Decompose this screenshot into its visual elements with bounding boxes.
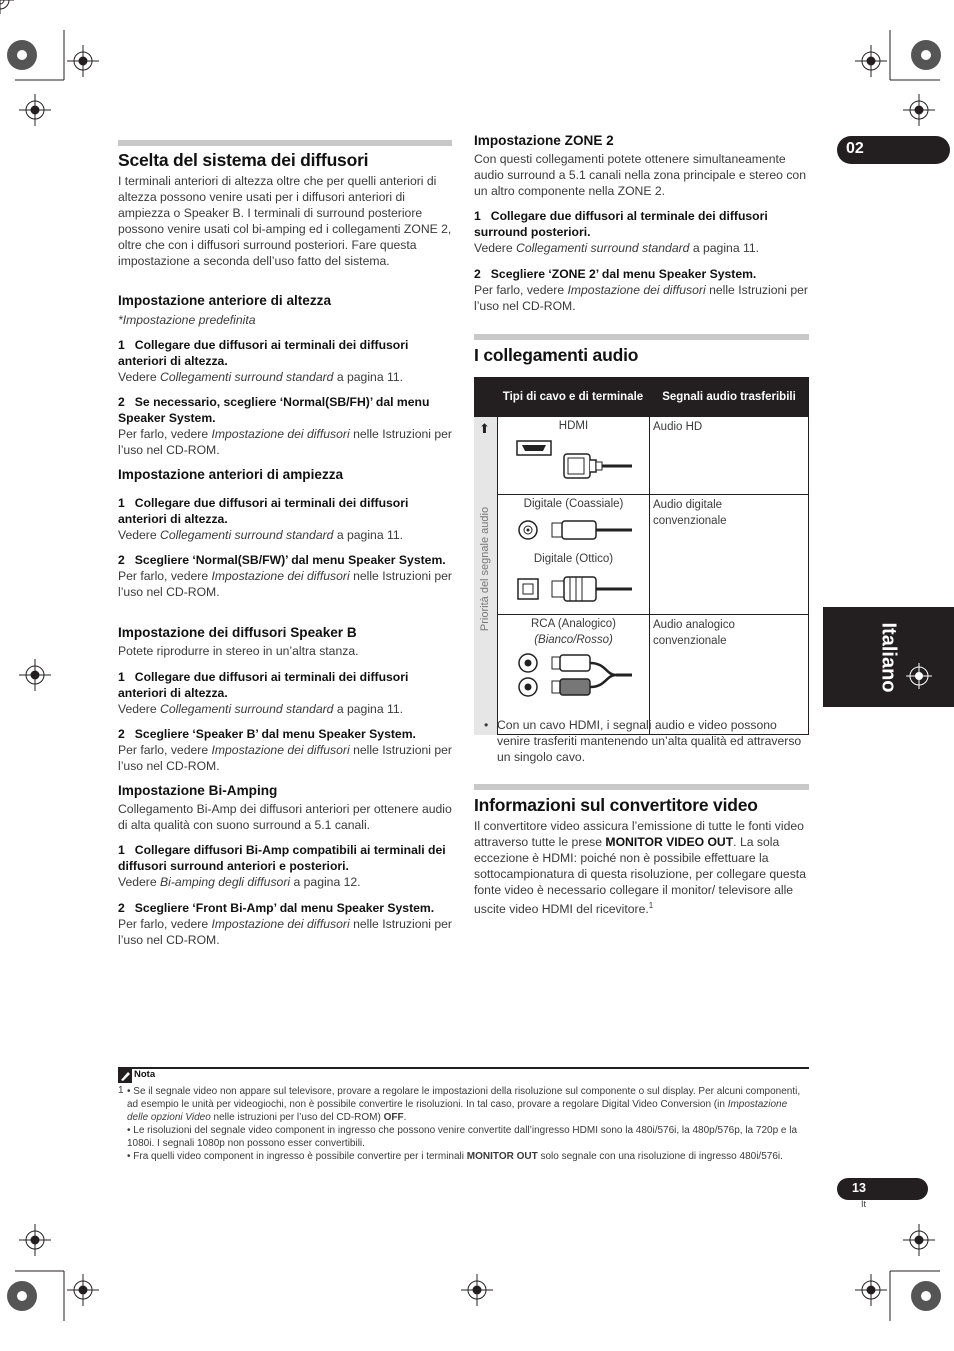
- default-note: *Impostazione predefinita: [118, 313, 256, 327]
- cable-type: Digitale (Ottico): [533, 553, 614, 565]
- audio-connections-table: [474, 377, 809, 735]
- priority-label: Priorità del segnale audio: [479, 506, 491, 632]
- step-reference: Vedere Collegamenti surround standard a pagina 11.: [474, 241, 760, 255]
- table-cell: [649, 416, 809, 495]
- step-reference: Per farlo, vedere Impostazione dei diffusori nelle Istruzioni per l’uso nel CD-ROM.: [118, 427, 452, 457]
- subsection-title: Impostazione anteriore di altezza: [118, 293, 332, 308]
- section-bar: [474, 784, 809, 790]
- subsection-title: Impostazione ZONE 2: [474, 133, 614, 148]
- section-title: I collegamenti audio: [474, 345, 639, 365]
- page-number-badge: [837, 1178, 928, 1200]
- footnote-item: • Fra quelli video component in ingresso è possibile convertire per i terminali MONITOR OUT solo segnale con una risoluzione di ingresso 480i/576i.: [127, 1151, 783, 1162]
- step-reference: Per farlo, vedere Impostazione dei diffusori nelle Istruzioni per l’uso nel CD-ROM.: [118, 743, 452, 773]
- audio-signal: Audio analogico convenzionale: [653, 619, 735, 647]
- section-bar: [118, 140, 452, 146]
- hdmi-cable-icon: [516, 437, 636, 482]
- rca-cable-icon: [516, 651, 636, 701]
- footnote-item: • Se il segnale video non appare sul televisore, provare a regolare le impostazioni della risoluzione sul componente o sul display. Per alcuni componenti, ad esempio le unità per videogiochi, non è possibile convertire le risoluzioni. In tal caso, provare a regolare Digital Video Conversion (in Impostazione delle opzioni Video nelle istruzioni per l’uso del CD-ROM) OFF.: [127, 1086, 801, 1123]
- step: 2 Scegliere ‘Front Bi-Amp’ dal menu Speaker System.: [118, 901, 435, 915]
- language-tab-label: Italiano: [877, 621, 900, 693]
- coaxial-cable-icon: [516, 517, 636, 543]
- priority-side-bar: [474, 417, 497, 735]
- bullet-text: Con un cavo HDMI, i segnali audio e video possono venire trasferiti mantenendo un’alta qualità ed attraverso un singolo cavo.: [497, 718, 802, 764]
- column-header-cable-type: Tipi di cavo e di terminale: [502, 390, 644, 403]
- audio-signal: Audio HD: [653, 421, 703, 433]
- chapter-number: 02: [846, 140, 864, 157]
- page-language: It: [861, 1199, 867, 1209]
- section-bar: [474, 334, 809, 340]
- audio-signal: Audio digitale convenzionale: [653, 499, 727, 527]
- step-reference: Vedere Bi-amping degli diffusori a pagina 12.: [118, 875, 361, 889]
- step-reference: Vedere Collegamenti surround standard a pagina 11.: [118, 528, 404, 542]
- step: 2 Scegliere ‘Normal(SB/FW)’ dal menu Speaker System.: [118, 553, 446, 567]
- crosshair-icon: [905, 662, 933, 690]
- step: 2 Scegliere ‘Speaker B’ dal menu Speaker System.: [118, 727, 416, 741]
- step-reference: Per farlo, vedere Impostazione dei diffusori nelle Istruzioni per l’uso nel CD-ROM.: [474, 283, 808, 313]
- section-body: Il convertitore video assicura l’emissione di tutte le fonti video attraverso tutte le prese MONITOR VIDEO OUT. La sola eccezione è HDMI: poiché non è possibile effettuare la sottocampionatura di questa risoluzione, per collegare questa fonte video è necessario collegare il monitor/ televisore alle uscite video HDMI del ricevitore.$^1$: [474, 819, 806, 917]
- step: 2 Se necessario, scegliere ‘Normal(SB/FH)’ dal menu Speaker System.: [118, 395, 430, 425]
- subsection-body: [118, 495, 452, 600]
- footnote-number: 1: [118, 1085, 124, 1096]
- subsection-intro: Potete riprodurre in stereo in un’altra stanza.: [118, 644, 359, 658]
- chapter-tab: [837, 136, 950, 164]
- subsection-body: [118, 643, 452, 774]
- step-reference: Vedere Collegamenti surround standard a pagina 11.: [118, 370, 404, 384]
- up-arrow-icon: ⬆: [479, 421, 490, 436]
- step: 2 Scegliere ‘ZONE 2’ dal menu Speaker System.: [474, 267, 757, 281]
- step: 1 Collegare due diffusori ai terminali dei diffusori anteriori di altezza.: [118, 496, 409, 526]
- subsection-title: Impostazione anteriori di ampiezza: [118, 467, 344, 482]
- subsection-title: Impostazione dei diffusori Speaker B: [118, 625, 357, 640]
- bullet-note: • Con un cavo HDMI, i segnali audio e video possono venire trasferiti mantenendo un’alta qualità ed attraverso un singolo cavo.: [484, 717, 809, 765]
- section-title: Scelta del sistema dei diffusori: [118, 150, 369, 170]
- note-label: Nota: [134, 1069, 156, 1080]
- step-reference: Per farlo, vedere Impostazione dei diffusori nelle Istruzioni per l’uso nel CD-ROM.: [118, 917, 452, 947]
- cable-type: RCA (Analogico): [530, 618, 616, 630]
- cable-type: Digitale (Coassiale): [523, 498, 624, 510]
- subsection-body: [474, 151, 809, 314]
- column-header-audio-signals: Segnali audio trasferibili: [662, 391, 796, 403]
- optical-cable-icon: [516, 573, 636, 605]
- footnote-item: • Le risoluzioni del segnale video component in ingresso che possono venire convertite dall’ingresso HDMI sono la 480i/576i, la 480p/576p, la 720p e la 1080i. I segnali 1080p non possono esser convertibili.: [127, 1125, 798, 1149]
- step: 1 Collegare diffusori Bi-Amp compatibili ai terminali dei diffusori surround anteriori e posteriori.: [118, 843, 446, 873]
- subsection-intro: Con questi collegamenti potete ottenere simultaneamente audio surround a 5.1 canali nella zona principale e stereo con un altro componente nella ZONE 2.: [474, 152, 806, 198]
- table-header: [474, 377, 809, 417]
- subsection-body: [118, 312, 452, 458]
- cable-color-note: (Bianco/Rosso): [534, 634, 613, 646]
- section-intro: I terminali anteriori di altezza oltre che per quelli anteriori di altezza possono venire usati per i diffusori anteriori di ampiezza o Speaker B. I terminali di surround posteriore possono venire usati col bi-amping ed i collegamenti ZONE 2, oltre che con i diffusori surround posteriori. Fare questa impostazione a seconda dell’uso fatto del sistema.: [118, 174, 452, 268]
- footnote-rule: [118, 1067, 809, 1069]
- table-cell: [497, 494, 650, 615]
- step: 1 Collegare due diffusori ai terminali dei diffusori anteriori di altezza.: [118, 670, 409, 700]
- step-reference: Per farlo, vedere Impostazione dei diffusori nelle Istruzioni per l’uso nel CD-ROM.: [118, 569, 452, 599]
- table-cell: [497, 416, 650, 495]
- footnote-text: [127, 1085, 809, 1163]
- step: 1 Collegare due diffusori al terminale dei diffusori surround posteriori.: [474, 209, 768, 239]
- note-icon: [118, 1069, 132, 1083]
- language-tab: [823, 607, 954, 707]
- step-reference: Vedere Collegamenti surround standard a pagina 11.: [118, 702, 404, 716]
- subsection-intro: Collegamento Bi-Amp dei diffusori anteriori per ottenere audio di alta qualità con suono surround a 5.1 canali.: [118, 802, 452, 832]
- step: 1 Collegare due diffusori ai terminali dei diffusori anteriori di altezza.: [118, 338, 409, 368]
- subsection-body: [118, 801, 452, 948]
- subsection-title: Impostazione Bi-Amping: [118, 783, 278, 798]
- table-cell: [649, 494, 809, 615]
- cable-type: HDMI: [558, 420, 589, 432]
- page-number: 13: [852, 1181, 866, 1195]
- section-title: Informazioni sul convertitore video: [474, 795, 758, 815]
